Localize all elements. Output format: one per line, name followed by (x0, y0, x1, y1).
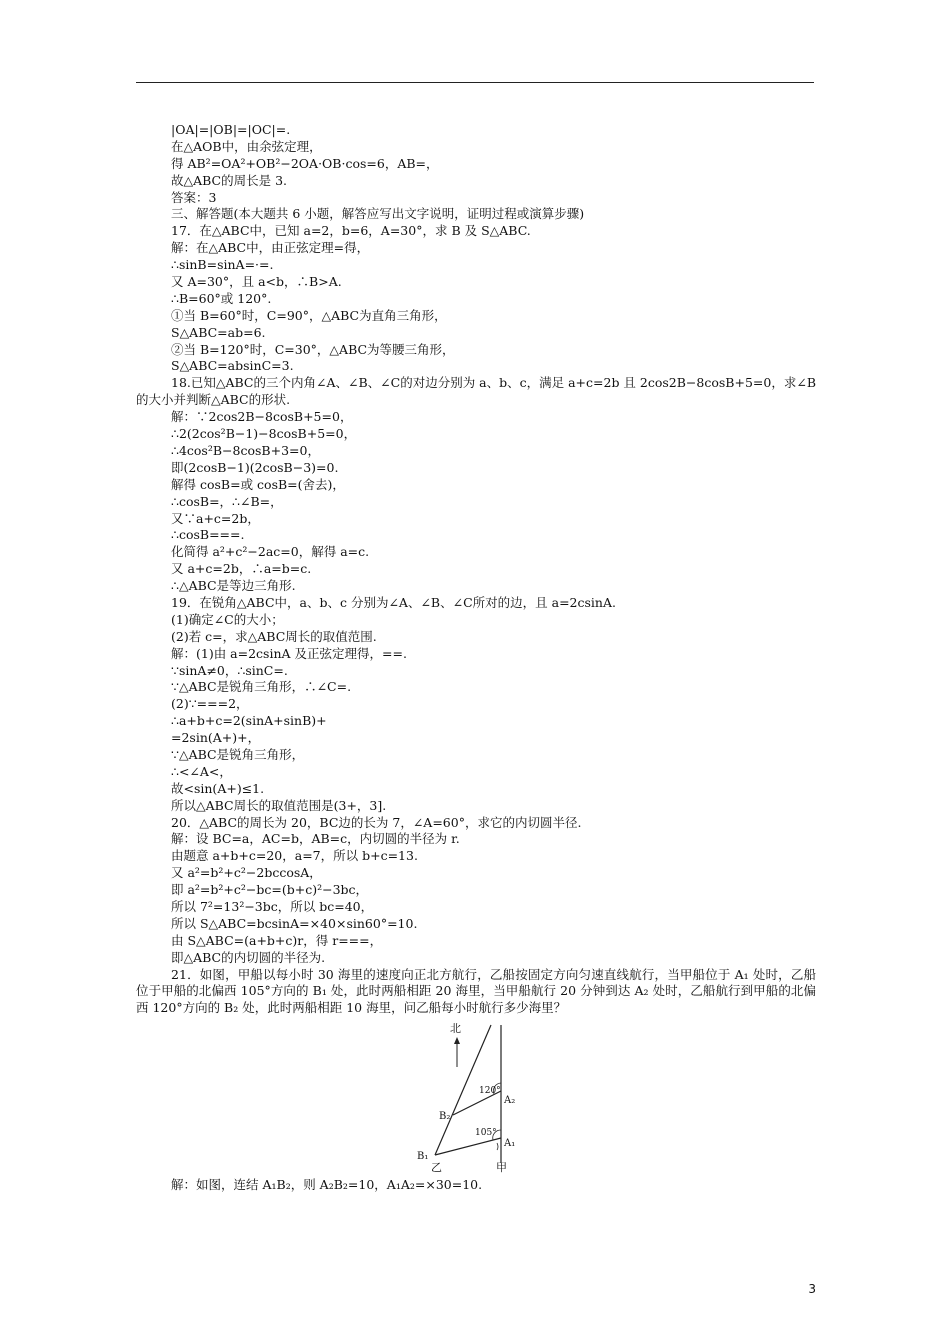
problem-18-statement: 18.已知△ABC的三个内角∠A、∠B、∠C的对边分别为 a、b、c，满足 a+c=2b 且 2cos2B−8cosB+5=0，求∠B 的大小并判断△ABC的形状. (136, 375, 817, 408)
text-line: |OA|=|OB|=|OC|=. (171, 122, 291, 137)
document-body (136, 122, 817, 1194)
text-line: =2sin(A+)+， (171, 730, 261, 746)
point-a1-label: A₁ (504, 1138, 516, 1150)
text-line: ∴a+b+c=2(sinA+sinB)+ (171, 713, 327, 729)
text-line: 由题意 a+b+c=20，a=7，所以 b+c=13. (171, 848, 418, 864)
text-line: 故△ABC的周长是 3. (171, 172, 288, 188)
text-line: 17．在△ABC中，已知 a=2，b=6，A=30°，求 B 及 S△ABC. (171, 223, 531, 239)
header-rule (136, 82, 814, 83)
point-b2-label: B₂ (439, 1111, 451, 1123)
text-line: 19．在锐角△ABC中，a、b、c 分别为∠A、∠B、∠C所对的边，且 a=2csinA. (171, 594, 616, 610)
problem-21-statement: 21．如图，甲船以每小时 30 海里的速度向正北方航行，乙船按固定方向匀速直线航行，当甲船位于 A₁ 处时，乙船位于甲船的北偏西 105°方向的 B₁ 处，此时两船相距 20 海里，当甲船航行 20 分钟到达 A₂ 处时，乙船航行到甲船的北偏西 120°方向的 B₂ 处，此时两船相距 10 海里，问乙船每小时航行多少海里？ (136, 966, 816, 1016)
text-line: 所以 S△ABC=bcsinA=×40×sin60°=10. (171, 915, 418, 931)
text-line: ∵△ABC是锐角三角形， (171, 746, 305, 762)
text-line: 又 a²=b²+c²−2bccosA， (171, 865, 322, 881)
ship-jia-label: 甲 (496, 1161, 507, 1175)
text-line: ∴sinB=sinA=·=. (171, 257, 274, 273)
text-line: 即△ABC的内切圆的半径为. (171, 949, 326, 965)
text-line: 解：设 BC=a，AC=b，AB=c，内切圆的半径为 r. (171, 831, 460, 847)
text-line: 所以△ABC周长的取值范围是(3+，3]. (171, 797, 387, 813)
page-number: 3 (808, 1282, 816, 1296)
text-line: ∴<∠A<， (171, 763, 232, 779)
text-line: S△ABC=absinC=3. (171, 358, 294, 374)
text-line: ②当 B=120°时，C=30°，△ABC为等腰三角形， (171, 341, 455, 357)
text-line: 在△AOB中，由余弦定理， (171, 138, 322, 154)
text-line: ∴cosB=，∴∠B=， (171, 493, 283, 509)
point-b1-label: B₁ (417, 1151, 429, 1163)
angle-120-label: 120° (479, 1086, 501, 1097)
text-line: 即 a²=b²+c²−bc=(b+c)²−3bc， (171, 882, 369, 898)
north-label: 北 (450, 1022, 461, 1036)
text-line: ∴cosB===. (171, 527, 245, 543)
text-line: ∴B=60°或 120°. (171, 290, 272, 306)
solution-block-16-17 (171, 122, 816, 375)
final-solution-line: 解：如图，连结 A₁B₂，则 A₂B₂=10，A₁A₂=×30=10. (171, 1177, 483, 1193)
text-line: ∵sinA≠0，∴sinC=. (171, 662, 288, 678)
text-line: (2)∵===2， (171, 696, 249, 712)
text-line: 解：在△ABC中，由正弦定理=得， (171, 240, 370, 256)
navigation-diagram (413, 1023, 553, 1173)
text-line: (1)确定∠C的大小； (171, 611, 284, 627)
text-line: 20．△ABC的周长为 20，BC边的长为 7，∠A=60°，求它的内切圆半径. (171, 814, 582, 830)
angle-105-label: 105° (475, 1128, 497, 1139)
text-line: 解：∵2cos2B−8cosB+5=0， (171, 409, 353, 425)
text-line: 由 S△ABC=(a+b+c)r，得 r===， (171, 932, 383, 948)
text-line: 又 a+c=2b，∴a=b=c. (171, 561, 312, 577)
text-line: ∴2(2cos²B−1)−8cosB+5=0， (171, 426, 357, 442)
text-line: 化简得 a²+c²−2ac=0，解得 a=c. (171, 544, 370, 560)
text-line: S△ABC=ab=6. (171, 324, 266, 340)
ship-yi-label: 乙 (431, 1161, 442, 1175)
text-line: 答案：3 (171, 189, 217, 205)
text-line: (2)若 c=，求△ABC周长的取值范围. (171, 628, 377, 644)
solution-block-18-20 (171, 409, 816, 966)
text-line: 又∵a+c=2b， (171, 510, 260, 526)
text-line: 即(2cosB−1)(2cosB−3)=0. (171, 459, 339, 475)
text-line: ∵△ABC是锐角三角形，∴∠C=. (171, 679, 352, 695)
text-line: ∴4cos²B−8cosB+3=0， (171, 442, 320, 458)
text-line: ①当 B=60°时，C=90°，△ABC为直角三角形， (171, 307, 447, 323)
text-line: 故<sin(A+)≤1. (171, 780, 265, 796)
text-line: 三、解答题(本大题共 6 小题，解答应写出文字说明，证明过程或演算步骤) (171, 206, 585, 222)
point-a2-label: A₂ (504, 1095, 516, 1107)
text-line: 解：(1)由 a=2csinA 及正弦定理得，==. (171, 645, 407, 661)
text-line: 又 A=30°，且 a<b，∴B>A. (171, 274, 342, 290)
text-line: ∴△ABC是等边三角形. (171, 578, 296, 594)
text-line: 解得 cosB=或 cosB=(舍去)， (171, 476, 345, 492)
text-line: 所以 7²=13²−3bc，所以 bc=40， (171, 899, 374, 914)
text-line: 得 AB²=OA²+OB²−2OA·OB·cos=6，AB=， (171, 155, 439, 171)
